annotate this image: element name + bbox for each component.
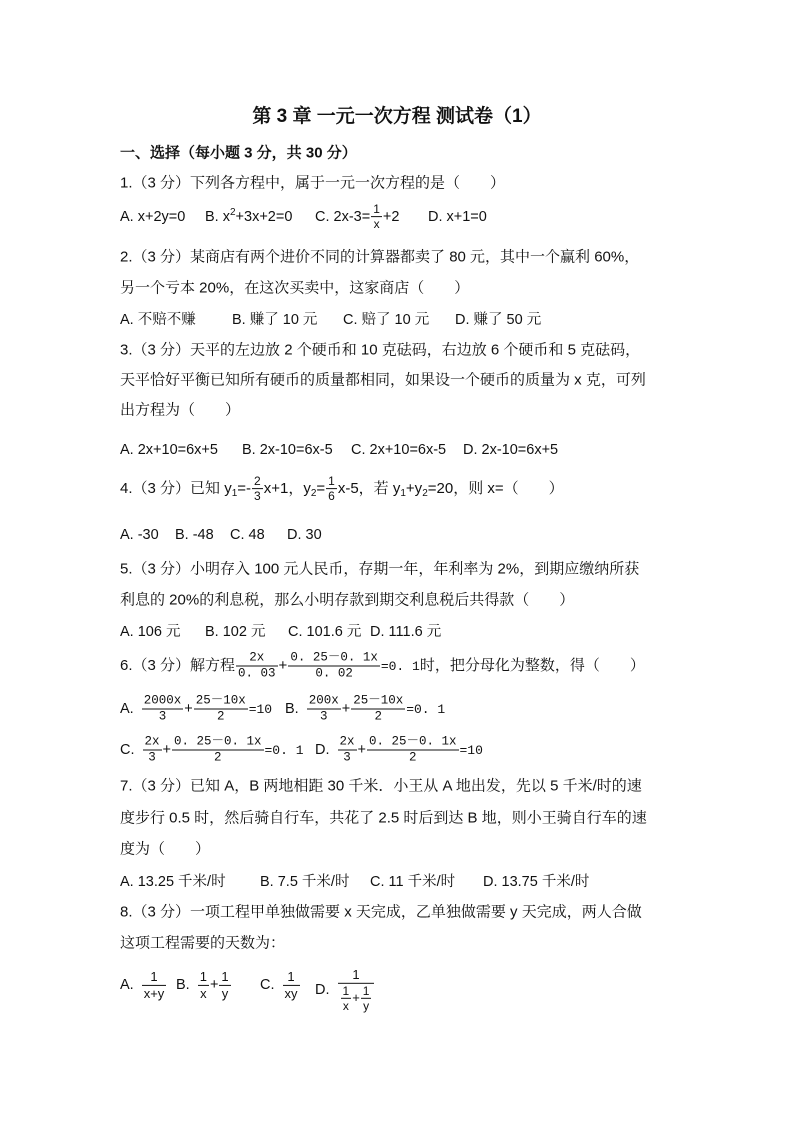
question-6-option-b — [285, 694, 445, 725]
subscript: 1 — [400, 487, 406, 499]
equation-rhs: =10 — [248, 701, 273, 717]
subscript: 2 — [310, 487, 317, 499]
denominator: 3 — [158, 709, 167, 724]
question-7-option-a: A. 13.25 千米/时 — [120, 873, 226, 890]
question-5-option-c: C. 101.6 元 — [288, 623, 362, 640]
question-2-option-a: A. 不赔不赚 — [120, 311, 196, 328]
question-7-line: 7.（3 分）已知 A，B 两地相距 30 千米．小王从 A 地出发，先以 5 千米/时的速 — [120, 777, 642, 795]
question-7-option-c: C. 11 千米/时 — [370, 873, 456, 890]
question-2-line: 2.（3 分）某商店有两个进价不同的计算器都卖了 80 元，其中一个赢利 60%， — [120, 248, 640, 266]
question-1-stem: 1.（3 分）下列各方程中，属于一元一次方程的是（ ） — [120, 174, 506, 192]
question-5-line: 利息的 20%的利息税，那么小明存款到期交利息税后共得款（ ） — [120, 591, 575, 609]
question-8-option-b — [176, 969, 232, 1001]
denominator: y — [221, 985, 229, 1001]
option-text: B. x — [205, 208, 230, 225]
question-8-option-a — [120, 969, 167, 1001]
question-6-option-d — [315, 735, 483, 766]
numerator: 1 — [362, 983, 370, 998]
question-7-option-d: D. 13.75 千米/时 — [483, 873, 590, 890]
fraction — [219, 969, 230, 1001]
numerator: 0. 25－0. 1x — [290, 650, 378, 665]
fraction — [307, 694, 341, 725]
denominator: 2 — [408, 750, 417, 765]
question-8-line: 这项工程需要的天数为： — [120, 934, 286, 952]
numerator: 25－10x — [195, 693, 246, 708]
numerator: 1 — [283, 969, 300, 986]
option-label: A. — [120, 700, 134, 717]
numerator: 2000x — [143, 693, 182, 708]
fraction — [367, 735, 459, 766]
numerator: 1 — [342, 983, 350, 998]
denominator: x — [200, 985, 207, 1001]
denominator: 2 — [216, 709, 225, 724]
question-3-line: 天平恰好平衡已知所有硬币的质量都相同，如果设一个硬币的质量为 x 克，可列 — [120, 371, 646, 389]
question-8-line: 8.（3 分）一项工程甲单独做需要 x 天完成，乙单独做需要 y 天完成，两人合做 — [120, 903, 642, 921]
question-3-option-a: A. 2x+10=6x+5 — [120, 441, 218, 458]
equation-rhs: =0. 1 — [264, 742, 304, 758]
question-1-option-d: D. x+1=0 — [428, 208, 487, 225]
denominator: xy — [284, 985, 298, 1001]
stem-text: x-5，若 y — [337, 479, 401, 497]
plus-sign: + — [162, 741, 171, 758]
denominator: 6 — [328, 489, 335, 504]
question-6-option-a — [120, 694, 272, 725]
stem-text: 时，把分母化为整数，得（ ） — [419, 656, 645, 674]
equation-rhs: =0. 1 — [406, 701, 446, 717]
option-text: C. 2x-3= — [315, 208, 371, 225]
option-label: C. — [260, 976, 275, 993]
numerator: 0. 25－0. 1x — [368, 734, 457, 749]
question-6-stem — [120, 651, 645, 682]
fraction — [326, 474, 337, 504]
fraction — [288, 651, 380, 682]
question-8-option-d — [315, 967, 375, 1013]
question-5-option-a: A. 106 元 — [120, 623, 181, 640]
option-text: +2 — [382, 208, 400, 225]
question-3-option-c: C. 2x+10=6x-5 — [351, 441, 447, 458]
exponent: 2 — [229, 206, 236, 218]
stem-text: x+1，y — [263, 479, 311, 497]
fraction — [236, 651, 278, 682]
plus-sign: + — [352, 989, 360, 1005]
denominator: 3 — [343, 750, 351, 765]
stem-text: 4.（3 分）已知 y — [120, 479, 232, 497]
numerator: 2x — [236, 651, 278, 667]
denominator: 3 — [148, 750, 156, 765]
numerator: 2 — [254, 474, 261, 489]
fraction — [338, 735, 357, 766]
fraction — [172, 735, 264, 766]
question-4-option-d: D. 30 — [287, 526, 322, 543]
question-3-line: 3.（3 分）天平的左边放 2 个硬币和 10 克砝码，右边放 6 个硬币和 5 克砝码， — [120, 341, 641, 359]
numerator: 2x — [339, 734, 355, 749]
denominator: 3 — [254, 489, 261, 504]
question-1-option-a: A. x+2y=0 — [120, 208, 186, 225]
fraction — [198, 969, 209, 1001]
denominator: y — [363, 998, 370, 1013]
question-2-option-d: D. 赚了 50 元 — [455, 311, 542, 328]
denominator: x — [342, 998, 349, 1013]
option-label: A. — [120, 976, 134, 993]
section-heading: 一、选择（每小题 3 分，共 30 分） — [120, 144, 357, 162]
question-7-line: 度步行 0.5 时，然后骑自行车，共花了 2.5 时后到达 B 地，则小王骑自行车的速 — [120, 809, 647, 827]
denominator: x+y — [143, 985, 165, 1001]
plus-sign: + — [341, 700, 351, 717]
option-label: B. — [176, 976, 190, 993]
option-label: D. — [315, 741, 330, 758]
fraction — [143, 735, 162, 766]
denominator: x — [373, 217, 380, 232]
option-label: C. — [120, 741, 135, 758]
question-3-line: 出方程为（ ） — [120, 401, 241, 419]
numerator: 1 — [221, 968, 229, 984]
option-text: +3x+2=0 — [235, 208, 293, 225]
question-6-option-c — [120, 735, 304, 766]
question-1-option-c — [315, 202, 399, 232]
question-2-option-b: B. 赚了 10 元 — [232, 311, 318, 328]
numerator: 1 — [373, 202, 380, 217]
plus-sign: + — [278, 656, 288, 674]
question-2-option-c: C. 赔了 10 元 — [343, 311, 430, 328]
fraction — [194, 694, 248, 725]
fraction — [361, 983, 372, 1013]
denominator: 3 — [319, 709, 328, 724]
question-4-option-b: B. -48 — [175, 526, 214, 543]
question-5-line: 5.（3 分）小明存入 100 元人民币，存期一年，年利率为 2%，到期应缴纳所获 — [120, 560, 640, 578]
subscript: 2 — [422, 487, 428, 499]
numerator: 1 — [142, 969, 167, 986]
plus-sign: + — [209, 976, 219, 993]
question-4-option-a: A. -30 — [120, 526, 159, 543]
fraction — [351, 694, 405, 725]
option-label: D. — [315, 981, 330, 998]
question-5-option-d: D. 111.6 元 — [370, 623, 442, 640]
stem-text: =20，则 x=（ ） — [427, 479, 564, 497]
denominator: 2 — [374, 709, 382, 724]
numerator: 25－10x — [353, 693, 404, 708]
fraction — [142, 969, 167, 1001]
stem-text: = — [316, 479, 326, 497]
denominator: 0. 02 — [315, 666, 353, 681]
numerator: 200x — [308, 693, 339, 708]
stem-text: 6.（3 分）解方程 — [120, 656, 236, 674]
denominator: 0. 03 — [238, 666, 276, 681]
equation-rhs: =10 — [459, 742, 483, 758]
compound-fraction — [338, 967, 375, 1013]
question-2-line: 另一个亏本 20%，在这次买卖中，这家商店（ ） — [120, 279, 470, 297]
question-3-option-d: D. 2x-10=6x+5 — [463, 441, 559, 458]
question-8-option-c — [260, 969, 301, 1001]
numerator: 0. 25－0. 1x — [173, 734, 262, 749]
stem-text: +y — [405, 479, 423, 497]
fraction — [341, 983, 352, 1013]
plus-sign: + — [357, 741, 366, 758]
subscript: 1 — [231, 487, 238, 499]
fraction — [371, 202, 382, 232]
denominator — [338, 983, 375, 1013]
stem-text: =- — [237, 479, 252, 497]
page-title: 第 3 章 一元一次方程 测试卷（1） — [252, 106, 542, 128]
question-7-option-b: B. 7.5 千米/时 — [260, 873, 350, 890]
fraction — [252, 474, 263, 504]
question-7-line: 度为（ ） — [120, 840, 211, 858]
plus-sign: + — [184, 700, 193, 717]
numerator: 1 — [338, 967, 375, 984]
numerator: 2x — [144, 734, 160, 749]
option-label: B. — [285, 700, 299, 717]
question-4-stem — [120, 474, 564, 504]
fraction — [142, 694, 184, 725]
equation-rhs: =0. 1 — [380, 658, 420, 674]
denominator: 2 — [213, 750, 222, 765]
question-4-option-c: C. 48 — [230, 526, 265, 543]
numerator: 1 — [199, 968, 207, 984]
fraction — [283, 969, 300, 1001]
question-3-option-b: B. 2x-10=6x-5 — [242, 441, 333, 458]
numerator: 1 — [328, 474, 335, 489]
question-1-option-b — [205, 208, 292, 226]
question-5-option-b: B. 102 元 — [205, 623, 266, 640]
